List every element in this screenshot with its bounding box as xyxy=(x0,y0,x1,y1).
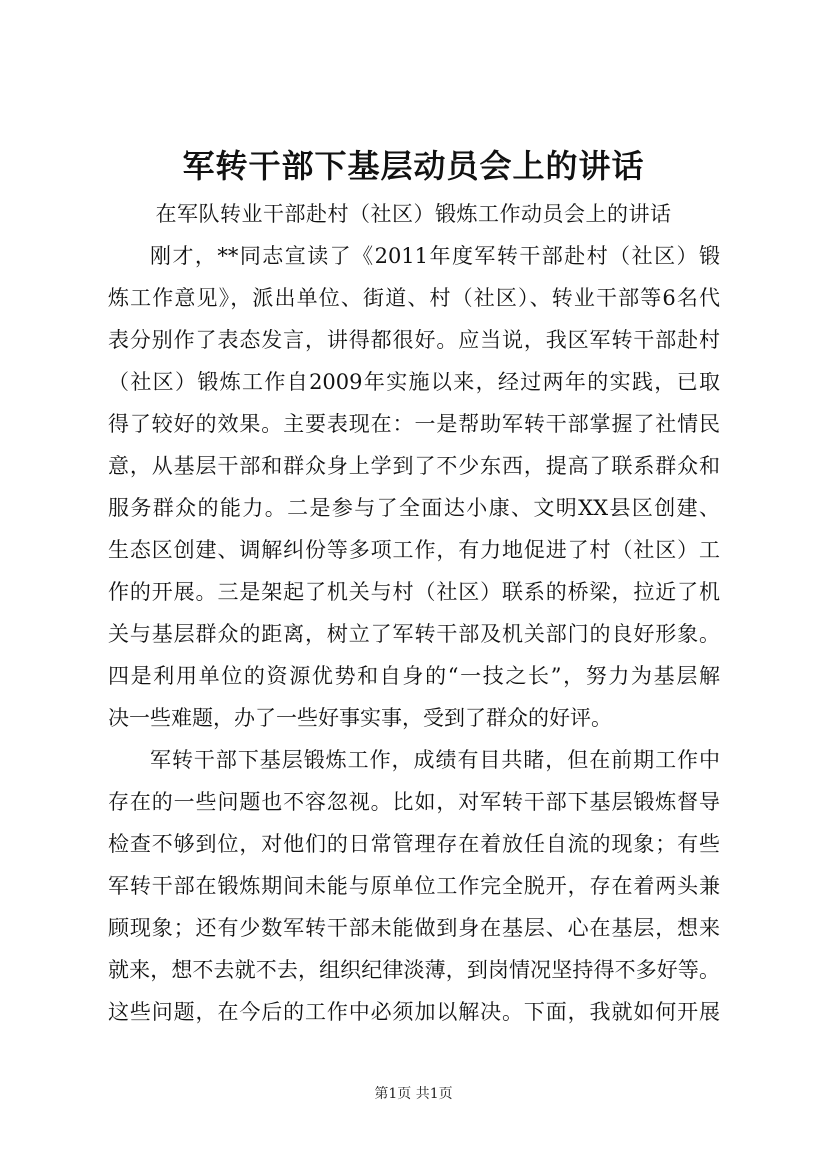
document-body xyxy=(108,235,720,1033)
paragraph-2 xyxy=(108,739,720,1033)
text-line: 生态区创建、调解纠份等多项工作，有力地促进了村（社区）工 xyxy=(108,538,720,562)
text-line: 存在的一些问题也不容忽视。比如，对军转干部下基层锻炼督导 xyxy=(108,790,720,814)
text-line: 得了较好的效果。主要表现在：一是帮助军转干部掌握了社情民 xyxy=(108,412,720,436)
document-subtitle: 在军队转业干部赴村（社区）锻炼工作动员会上的讲话 xyxy=(155,202,672,226)
text-line: （社区）锻炼工作自2009年实施以来，经过两年的实践，已取 xyxy=(108,370,720,394)
text-line: 四是利用单位的资源优势和自身的“一技之长”，努力为基层解 xyxy=(108,664,720,688)
document-title: 军转干部下基层动员会上的讲话 xyxy=(182,147,645,185)
text-line: 炼工作意见》，派出单位、街道、村（社区）、转业干部等6名代 xyxy=(108,286,720,310)
text-line: 作的开展。三是架起了机关与村（社区）联系的桥梁，拉近了机 xyxy=(108,580,720,604)
text-line: 关与基层群众的距离，树立了军转干部及机关部门的良好形象。 xyxy=(108,622,720,646)
text-line: 顾现象；还有少数军转干部未能做到身在基层、心在基层，想来 xyxy=(108,916,720,940)
text-line: 军转干部下基层锻炼工作，成绩有目共睹，但在前期工作中 xyxy=(150,748,720,772)
text-line: 服务群众的能力。二是参与了全面达小康、文明XX县区创建、 xyxy=(108,496,720,520)
text-line: 就来，想不去就不去，组织纪律淡薄，到岗情况坚持得不多好等。 xyxy=(108,958,720,982)
text-line: 意，从基层干部和群众身上学到了不少东西，提高了联系群众和 xyxy=(108,454,720,478)
page-footer: 第1页 共1页 xyxy=(374,1086,453,1102)
text-line: 军转干部在锻炼期间未能与原单位工作完全脱开，存在着两头兼 xyxy=(108,874,720,898)
text-line: 决一些难题，办了一些好事实事，受到了群众的好评。 xyxy=(108,706,612,730)
paragraph-1 xyxy=(108,235,720,739)
text-line: 这些问题，在今后的工作中必须加以解决。下面，我就如何开展 xyxy=(108,1000,720,1024)
text-line: 刚才，**同志宣读了《2011年度军转干部赴村（社区）锻 xyxy=(150,244,720,268)
text-line: 表分别作了表态发言，讲得都很好。应当说，我区军转干部赴村 xyxy=(108,328,720,352)
text-line: 检查不够到位，对他们的日常管理存在着放任自流的现象；有些 xyxy=(108,832,720,856)
